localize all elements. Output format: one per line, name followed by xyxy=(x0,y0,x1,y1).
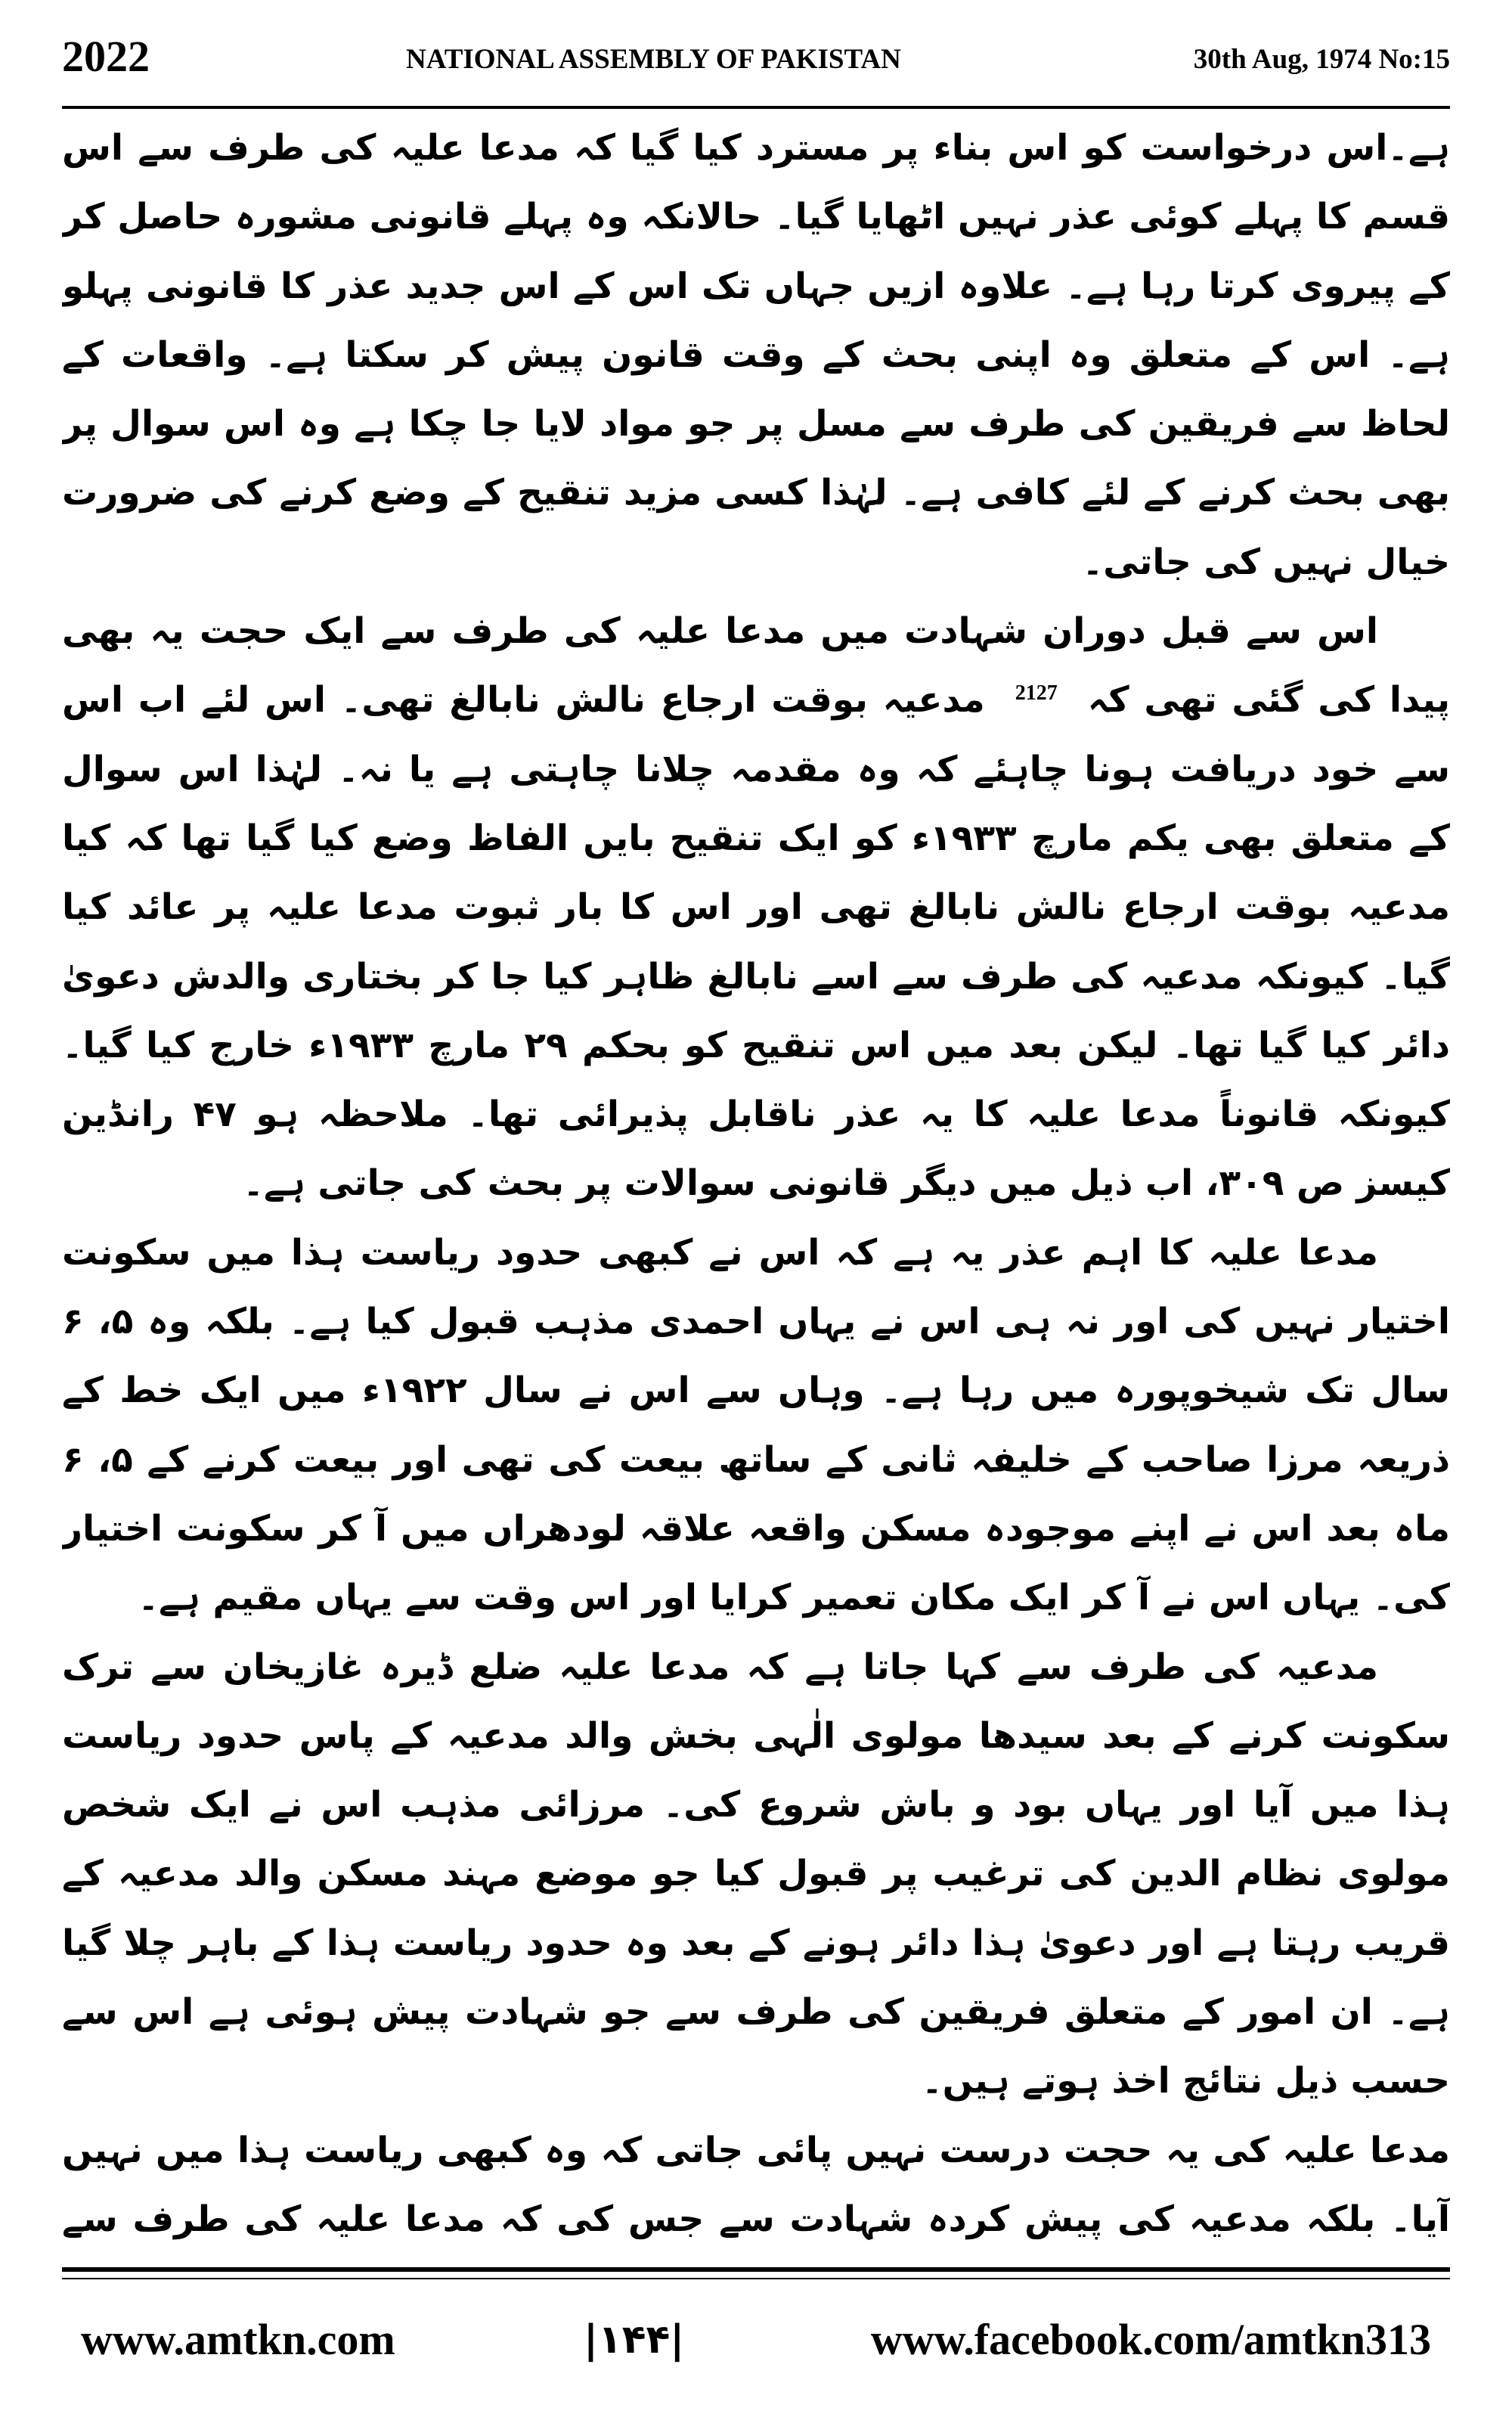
footer-facebook-link[interactable]: www.facebook.com/amtkn313 xyxy=(870,2315,1431,2364)
paragraph-4-text: مدعیہ کی طرف سے کہا جاتا ہے کہ مدعا علیہ ضلع ڈیرہ غازیخان سے ترک سکونت کرنے کے بعد سیدھا مولوی الٰہی بخش والد مدعیہ کے پاس حدود ریاست ہذا میں آیا اور یہاں بود و باش شروع کی۔ مرزائی مذہب اس نے ایک شخص مولوی نظام الدین کی ترغیب پر قبول کیا جو موضع مہند مسکن والد مدعیہ کے قریب رہتا ہے اور دعویٰ ہذا دائر ہونے کے بعد وہ حدود ریاست ہذا کے باہر چلا گیا ہے۔ ان امور کے متعلق فریقین کی طرف سے جو شہادت پیش ہوئی ہے اس سے حسب ذیل نتائج اخذ ہوتے ہیں۔ xyxy=(62,1646,1450,2102)
footer-website-link[interactable]: www.amtkn.com xyxy=(81,2315,395,2364)
paragraph-2-text-rest: مدعیہ بوقت ارجاع نالش نابالغ تھی۔ اس لئے اب اس سے خود دریافت ہونا چاہئے کہ وہ مقدمہ چلانا چاہتی ہے یا نہ۔ لہٰذا اس سوال کے متعلق بھی یکم مارچ ۱۹۳۳ء کو ایک تنقیح بایں الفاظ وضع کیا گیا تھا کہ کیا مدعیہ بوقت ارجاع نالش نابالغ تھی اور اس کا بار ثبوت مدعا علیہ پر عائد کیا گیا۔ کیونکہ مدعیہ کی طرف سے اسے نابالغ ظاہر کیا جا کر بختاری والدش دعویٰ دائر کیا گیا تھا۔ لیکن بعد میں اس تنقیح کو بحکم ۲۹ مارچ ۱۹۳۳ء خارج کیا گیا۔ کیونکہ قانوناً مدعا علیہ کا یہ عذر ناقابل پذیرائی تھا۔ ملاحظہ ہو ۴۷ رانڈین کیسز ص ۳۰۹، اب ذیل میں دیگر قانونی سوالات پر بحث کی جاتی ہے۔ xyxy=(62,679,1450,1205)
footer-rule-thick xyxy=(62,2267,1450,2272)
page-footer xyxy=(62,2313,1450,2373)
page-number: 2022 xyxy=(62,32,150,81)
header-title: NATIONAL ASSEMBLY OF PAKISTAN xyxy=(406,44,901,75)
paragraph-1-text: ہے۔اس درخواست کو اس بناء پر مسترد کیا گیا کہ مدعا علیہ کی طرف سے اس قسم کا پہلے کوئی عذر نہیں اٹھایا گیا۔ حالانکہ وہ پہلے قانونی مشورہ حاصل کر کے پیروی کرتا رہا ہے۔ علاوہ ازیں جہاں تک اس کے اس جدید عذر کا قانونی پہلو ہے۔ اس کے متعلق وہ اپنی بحث کے وقت قانون پیش کر سکتا ہے۔ واقعات کے لحاظ سے فریقین کی طرف سے مسل پر جو مواد لایا جا چکا ہے وہ اس سوال پر بھی بحث کرنے کے لئے کافی ہے۔ لہٰذا کسی مزید تنقیح کے وضع کرنے کی ضرورت خیال نہیں کی جاتی۔ xyxy=(62,127,1450,583)
paragraph-5 xyxy=(62,2116,1450,2246)
document-body xyxy=(62,113,1450,2246)
header-date-issue: 30th Aug, 1974 No:15 xyxy=(1193,44,1450,75)
page-header xyxy=(62,30,1450,91)
paragraph-5-text: مدعا علیہ کی یہ حجت درست نہیں پائی جاتی کہ وہ کبھی ریاست ہذا میں نہیں آیا۔ بلکہ مدعیہ کی پیش کردہ شہادت سے جس کی کہ مدعا علیہ کی طرف سے xyxy=(62,2129,1450,2240)
header-rule xyxy=(62,106,1450,109)
footer-book-page-number: |۱۴۴| xyxy=(584,2317,685,2363)
paragraph-1 xyxy=(62,113,1450,597)
footnote-marker: 2127 xyxy=(1015,681,1058,705)
paragraph-4 xyxy=(62,1633,1450,2116)
paragraph-3 xyxy=(62,1218,1450,1633)
paragraph-2 xyxy=(62,597,1450,1218)
footer-rule-thin xyxy=(62,2278,1450,2279)
paragraph-3-text: مدعا علیہ کا اہم عذر یہ ہے کہ اس نے کبھی حدود ریاست ہذا میں سکونت اختیار نہیں کی اور نہ ہی اس نے یہاں احمدی مذہب قبول کیا ہے۔ بلکہ وہ ۵، ۶ سال تک شیخوپورہ میں رہا ہے۔ وہاں سے اس نے سال ۱۹۲۲ء میں ایک خط کے ذریعہ مرزا صاحب کے خلیفہ ثانی کے ساتھ بیعت کی تھی اور بیعت کرنے کے ۵، ۶ ماہ بعد اس نے اپنے موجودہ مسکن واقعہ علاقہ لودھراں میں آ کر سکونت اختیار کی۔ یہاں اس نے آ کر ایک مکان تعمیر کرایا اور اس وقت سے یہاں مقیم ہے۔ xyxy=(62,1231,1450,1619)
paragraph-2-text-start: اس سے قبل دوران شہادت میں مدعا علیہ کی طرف سے ایک حجت یہ بھی پیدا کی گئی تھی کہ xyxy=(62,610,1450,721)
